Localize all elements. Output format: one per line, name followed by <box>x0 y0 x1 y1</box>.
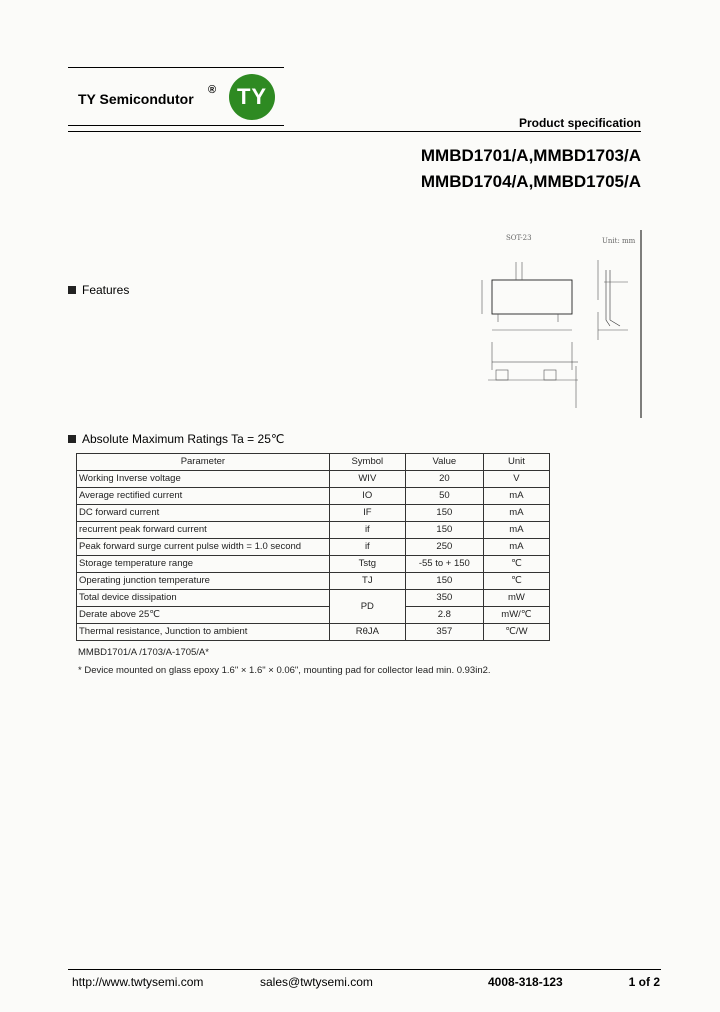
ty-logo: TY <box>229 74 275 120</box>
table-row <box>77 522 550 539</box>
cell-symbol: if <box>329 539 405 556</box>
cell-unit: V <box>483 471 549 488</box>
cell-value: 150 <box>405 573 483 590</box>
cell-parameter: DC forward current <box>77 505 330 522</box>
cell-parameter: Working Inverse voltage <box>77 471 330 488</box>
cell-parameter: Operating junction temperature <box>77 573 330 590</box>
cell-symbol: Tstg <box>329 556 405 573</box>
cell-unit: ℃ <box>483 573 549 590</box>
ratings-footnote: * Device mounted on glass epoxy 1.6" × 1.6" × 0.06", mounting pad for collector lead min. 0.93in2. <box>78 665 491 676</box>
cell-symbol: if <box>329 522 405 539</box>
cell-parameter: Total device dissipation <box>77 590 330 607</box>
cell-unit: mA <box>483 539 549 556</box>
cell-value: 2.8 <box>405 607 483 624</box>
footer-phone: 4008-318-123 <box>488 975 563 989</box>
bullet-square-icon <box>68 435 76 443</box>
cell-value: 350 <box>405 590 483 607</box>
cell-unit: mA <box>483 488 549 505</box>
cell-unit: ℃/W <box>483 624 549 641</box>
cell-symbol: TJ <box>329 573 405 590</box>
cell-symbol: IO <box>329 488 405 505</box>
column-header-parameter: Parameter <box>77 454 330 471</box>
table-row <box>77 505 550 522</box>
cell-unit: mA <box>483 505 549 522</box>
footer-website-link[interactable]: http://www.twtysemi.com <box>72 975 204 989</box>
cell-parameter: recurrent peak forward current <box>77 522 330 539</box>
cell-value: 150 <box>405 505 483 522</box>
cell-symbol: IF <box>329 505 405 522</box>
absolute-maximum-ratings-table <box>76 453 550 641</box>
table-row <box>77 488 550 505</box>
table-row <box>77 556 550 573</box>
cell-symbol: RθJA <box>329 624 405 641</box>
cell-parameter: Peak forward surge current pulse width = 1.0 second <box>77 539 330 556</box>
cell-unit: ℃ <box>483 556 549 573</box>
table-row <box>77 573 550 590</box>
cell-value: 50 <box>405 488 483 505</box>
cell-parameter: Storage temperature range <box>77 556 330 573</box>
cell-symbol: WIV <box>329 471 405 488</box>
cell-unit: mW/℃ <box>483 607 549 624</box>
cell-parameter: Derate above 25℃ <box>77 607 330 624</box>
package-name-label: SOT-23 <box>506 234 532 242</box>
column-header-unit: Unit <box>483 454 549 471</box>
part-numbers-line-2: MMBD1704/A,MMBD1705/A <box>420 172 641 191</box>
bullet-square-icon <box>68 286 76 294</box>
ratings-note-parts: MMBD1701/A /1703/A-1705/A* <box>78 647 209 658</box>
cell-value: 357 <box>405 624 483 641</box>
registered-mark: ® <box>208 84 217 96</box>
unit-label: Unit: mm <box>602 237 636 245</box>
table-row <box>77 471 550 488</box>
footer-page-number: 1 of 2 <box>628 975 660 989</box>
cell-unit: mW <box>483 590 549 607</box>
features-heading-text: Features <box>82 283 130 297</box>
cell-parameter: Average rectified current <box>77 488 330 505</box>
cell-unit: mA <box>483 522 549 539</box>
table-row <box>77 590 550 607</box>
package-outline-drawing <box>478 230 644 418</box>
part-numbers-line-1: MMBD1701/A,MMBD1703/A <box>420 146 641 165</box>
ratings-heading-text: Absolute Maximum Ratings Ta = 25℃ <box>82 432 285 446</box>
table-row <box>77 624 550 641</box>
company-name: TY Semicondutor <box>78 91 194 107</box>
header-bottom-rule <box>68 125 284 126</box>
column-header-value: Value <box>405 454 483 471</box>
table-header-row <box>77 454 550 471</box>
cell-value: 20 <box>405 471 483 488</box>
product-spec-rule <box>68 131 641 132</box>
cell-value: -55 to + 150 <box>405 556 483 573</box>
cell-parameter: Thermal resistance, Junction to ambient <box>77 624 330 641</box>
product-specification-label: Product specification <box>518 116 641 130</box>
ratings-heading <box>68 432 284 446</box>
footer-rule <box>68 969 661 970</box>
table-row <box>77 539 550 556</box>
column-header-symbol: Symbol <box>329 454 405 471</box>
cell-value: 250 <box>405 539 483 556</box>
cell-value: 150 <box>405 522 483 539</box>
footer-email-link[interactable]: sales@twtysemi.com <box>260 975 373 989</box>
features-heading <box>68 283 129 297</box>
cell-symbol: PD <box>329 590 405 624</box>
header-top-rule <box>68 67 284 68</box>
table-row <box>77 607 550 624</box>
